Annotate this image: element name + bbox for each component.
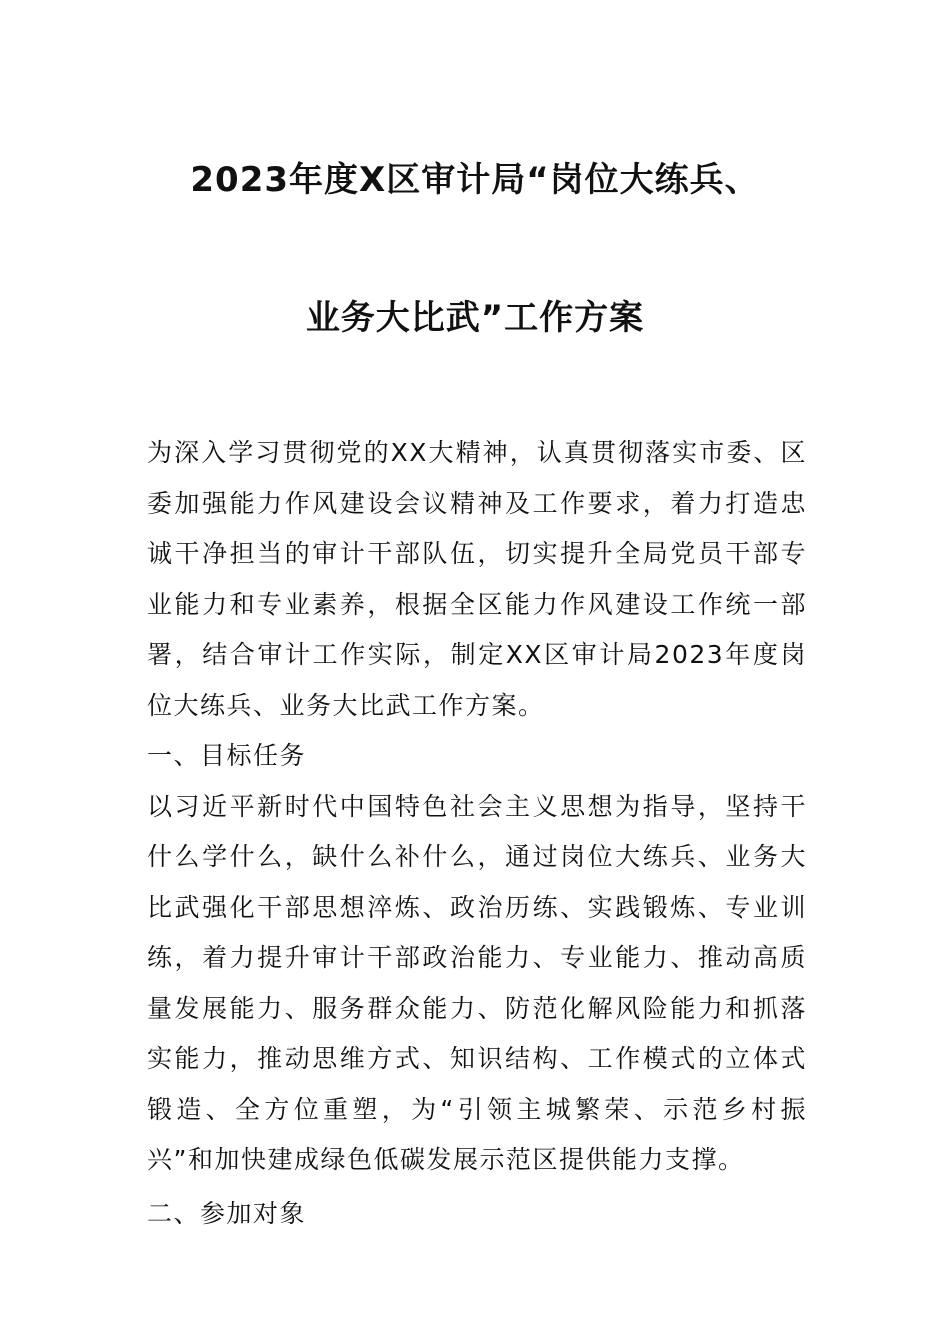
document-body [147,428,807,1239]
intro-paragraph: 为深入学习贯彻党的XX大精神，认真贯彻落实市委、区委加强能力作风建设会议精神及工作要求，着力打造忠诚干净担当的审计干部队伍，切实提升全局党员干部专业能力和专业素养，根据全区能力作风建设工作统一部署，结合审计工作实际，制定XX区审计局2023年度岗位大练兵、业务大比武工作方案。 [147,438,807,720]
section-1-paragraph: 以习近平新时代中国特色社会主义思想为指导，坚持干什么学什么，缺什么补什么，通过岗位大练兵、业务大比武强化干部思想淬炼、政治历练、实践锻炼、专业训练，着力提升审计干部政治能力、专业能力、推动高质量发展能力、服务群众能力、防范化解风险能力和抓落实能力，推动思维方式、知识结构、工作模式的立体式锻造、全方位重塑，为“引领主城繁荣、示范乡村振兴”和加快建成绿色低碳发展示范区提供能力支撑。 [147,791,807,1174]
document-title-line-2: 业务大比武”工作方案 [305,298,645,338]
section-1-heading: 一、目标任务 [147,741,307,770]
document-title-line-1: 2023年度X区审计局“岗位大练兵、 [190,160,760,200]
section-2-heading: 二、参加对象 [147,1198,307,1228]
